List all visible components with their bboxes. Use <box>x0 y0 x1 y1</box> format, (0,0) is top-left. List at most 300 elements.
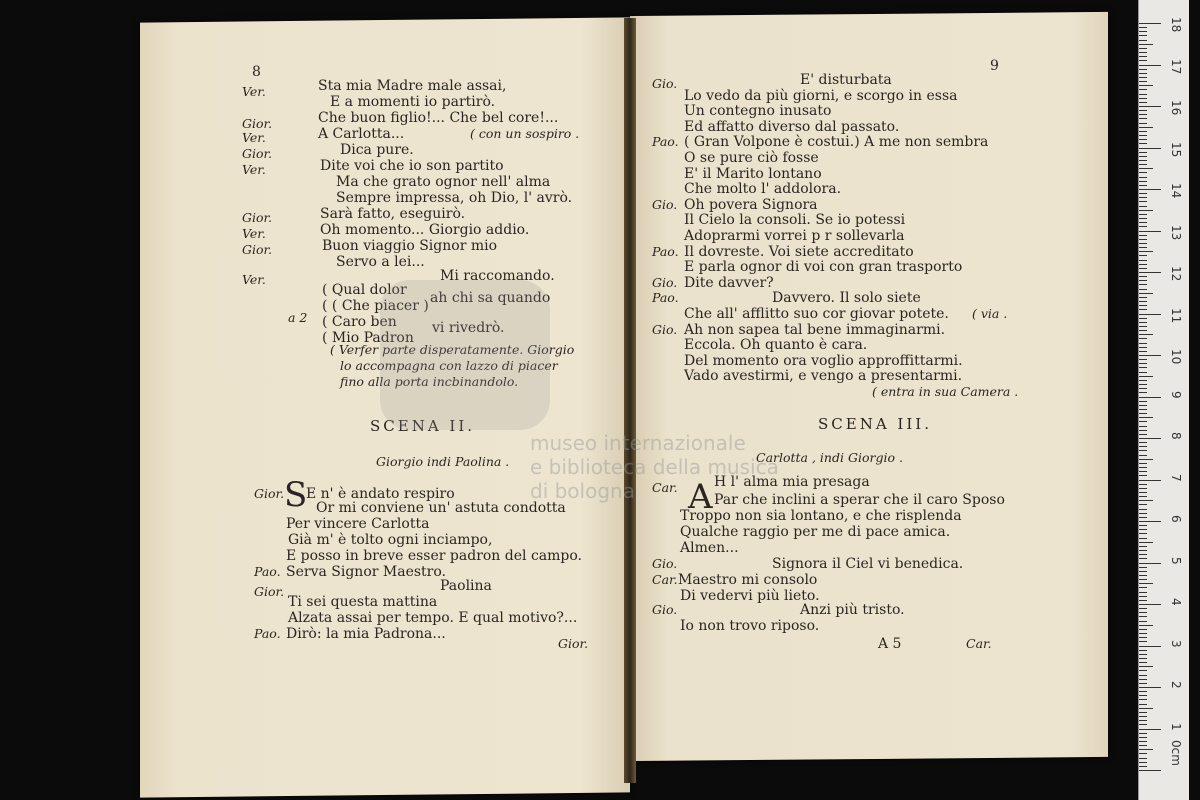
verse-line: Ah non sapea tal bene immaginarmi. <box>684 321 946 338</box>
verse-line: Che molto l' addolora. <box>684 181 842 198</box>
verse-line: E parla ognor di voi con gran trasporto <box>684 259 963 276</box>
ruler-tick <box>1139 98 1147 99</box>
a-due-line: ( Caro ben <box>322 314 397 330</box>
ruler-tick <box>1139 297 1147 298</box>
ruler-number: 2 <box>1169 681 1183 689</box>
ruler-tick <box>1139 56 1147 57</box>
ruler-tick <box>1139 210 1153 211</box>
ruler-number: 16 <box>1169 100 1183 116</box>
ruler-tick <box>1139 729 1161 730</box>
ruler-tick <box>1139 355 1161 356</box>
speaker-label: Gio. <box>652 602 678 617</box>
ruler-tick <box>1139 397 1161 398</box>
ruler-tick <box>1139 409 1147 410</box>
ruler-tick <box>1139 31 1147 32</box>
verse-line: Un contegno inusato <box>684 103 832 120</box>
a-due-line: ah chi sa quando <box>430 290 551 306</box>
ruler-tick <box>1139 222 1147 223</box>
ruler-tick <box>1139 538 1147 539</box>
ruler-tick <box>1139 704 1147 705</box>
ruler-number: 6 <box>1169 515 1183 523</box>
verse-line: Vado avestirmi, e vengo a presentarmi. <box>684 368 963 385</box>
ruler-tick <box>1139 69 1147 70</box>
speaker-label: Ver. <box>242 162 266 177</box>
ruler-tick <box>1139 27 1147 28</box>
ruler-tick <box>1139 438 1161 439</box>
ruler-number: 1 <box>1169 722 1183 731</box>
ruler-tick <box>1139 637 1147 638</box>
speaker-label: Gio. <box>652 274 678 290</box>
ruler-tick <box>1139 579 1147 580</box>
verse-line: Il dovreste. Voi siete accreditato <box>684 243 914 260</box>
ruler-number: 3 <box>1169 639 1183 648</box>
ruler-tick <box>1139 284 1147 285</box>
ruler-tick <box>1139 699 1147 700</box>
ruler-number: 14 <box>1169 183 1183 199</box>
speaker-label: Gior. <box>242 116 273 131</box>
ruler-tick <box>1139 708 1153 709</box>
speaker-label: Car. <box>652 572 678 587</box>
ruler-tick <box>1139 401 1147 402</box>
verse-line: Paolina <box>440 578 492 594</box>
ruler-tick <box>1139 301 1147 302</box>
ruler-tick <box>1139 583 1153 584</box>
verse-line: Oh povera Signora <box>684 196 818 213</box>
ruler-number: 9 <box>1169 390 1183 399</box>
ruler-tick <box>1139 363 1147 364</box>
ruler-tick <box>1139 280 1147 281</box>
ruler-tick <box>1139 592 1147 593</box>
ruler-tick <box>1139 189 1161 190</box>
verse-line: Signora il Ciel vi benedica. <box>772 556 964 572</box>
ruler-tick <box>1139 289 1147 290</box>
speaker-label: Ver. <box>242 272 266 287</box>
ruler-tick <box>1139 376 1153 377</box>
ruler-tick <box>1139 733 1147 734</box>
a-due-line: ( Mio Padron <box>322 330 414 346</box>
verse-line: Servo a lei... <box>336 254 425 270</box>
ruler-tick <box>1139 687 1161 688</box>
ruler-tick <box>1139 563 1161 564</box>
a-due-line: ( ( Che piacer ) <box>322 298 429 314</box>
verse-line: Dirò: la mia Padrona... <box>286 626 446 642</box>
ruler-tick <box>1139 662 1147 663</box>
stage-direction: fino alla porta incbinandolo. <box>340 374 519 389</box>
verse-line: Oh momento... Giorgio addio. <box>320 222 530 238</box>
ruler-tick <box>1139 177 1147 178</box>
ruler-tick <box>1139 621 1147 622</box>
ruler-tick <box>1139 509 1147 510</box>
ruler-number: 7 <box>1169 473 1183 482</box>
verse-line: Alzata assai per tempo. E qual motivo?... <box>288 610 578 626</box>
ruler-tick <box>1139 442 1147 443</box>
verse-line: Di vedervi più lieto. <box>680 588 820 604</box>
speaker-label: Gio. <box>652 196 678 212</box>
ruler-tick <box>1139 492 1147 493</box>
verse-line: O se pure ciò fosse <box>684 150 819 166</box>
speaker-label: Pao. <box>652 243 679 259</box>
ruler-tick <box>1139 201 1147 202</box>
ruler-number: 10 <box>1169 349 1183 365</box>
ruler-tick <box>1139 625 1153 626</box>
scene-title-right: SCENA III. <box>818 415 932 433</box>
ruler-number: 17 <box>1169 58 1183 74</box>
ruler-tick <box>1139 413 1147 414</box>
ruler-tick <box>1139 608 1147 609</box>
ruler-tick <box>1139 712 1147 713</box>
ruler-tick <box>1139 148 1161 149</box>
speaker-label: Gior. <box>254 486 285 501</box>
ruler-tick <box>1139 546 1147 547</box>
verse-line: Io non trovo riposo. <box>680 618 820 634</box>
ruler-tick <box>1139 110 1147 111</box>
ruler-number: 0cm <box>1169 740 1183 766</box>
verse-line: Mi raccomando. <box>440 268 555 284</box>
ruler-number: 11 <box>1169 307 1183 323</box>
ruler-tick <box>1139 164 1147 165</box>
ruler-tick <box>1139 52 1147 53</box>
ruler-tick <box>1139 218 1147 219</box>
ruler-tick <box>1139 766 1147 767</box>
ruler-tick <box>1139 720 1147 721</box>
ruler-tick <box>1139 123 1147 124</box>
ruler-tick <box>1139 467 1147 468</box>
ruler-tick <box>1139 44 1153 45</box>
page-number-right: 9 <box>990 58 999 74</box>
ruler-tick <box>1139 641 1147 642</box>
ruler-tick <box>1139 114 1147 115</box>
ruler-tick <box>1139 372 1147 373</box>
speaker-label: Ver. <box>242 226 266 241</box>
ruler-tick <box>1139 243 1147 244</box>
ruler-tick <box>1139 737 1147 738</box>
ruler-tick <box>1139 60 1147 61</box>
verse-line: Per vincere Carlotta <box>286 516 430 532</box>
ruler-tick <box>1139 471 1147 472</box>
verse-line: ( Gran Volpone è costui.) A me non sembra <box>684 134 989 151</box>
ruler-tick <box>1139 85 1153 86</box>
ruler-tick <box>1139 139 1147 140</box>
ruler-tick <box>1139 554 1147 555</box>
ruler-tick <box>1139 749 1153 750</box>
verse-line: Già m' è tolto ogni inciampo, <box>288 532 493 548</box>
ruler-tick <box>1139 542 1153 543</box>
speaker-label: Pao. <box>254 626 281 641</box>
ruler-tick <box>1139 251 1153 252</box>
verse-line: Che buon figlio!... Che bel core!... <box>318 110 559 126</box>
drop-cap-left: S <box>284 475 308 515</box>
ruler-tick <box>1139 691 1147 692</box>
ruler-tick <box>1139 504 1147 505</box>
verse-line: Buon viaggio Signor mio <box>322 238 498 254</box>
ruler-tick <box>1139 517 1147 518</box>
ruler-tick <box>1139 758 1147 759</box>
ruler-tick <box>1139 272 1161 273</box>
ruler-tick <box>1139 488 1147 489</box>
signature-mark: A 5 <box>878 636 902 652</box>
ruler-tick <box>1139 745 1147 746</box>
ruler-tick <box>1139 459 1153 460</box>
ruler-tick <box>1139 152 1147 153</box>
watermark-line-2: e biblioteca della musica <box>530 455 779 479</box>
page-number-left: 8 <box>252 64 261 80</box>
ruler-tick <box>1139 255 1147 256</box>
ruler-tick <box>1139 646 1161 647</box>
ruler-tick <box>1139 322 1147 323</box>
scene-subtitle-right: Carlotta , indi Giorgio . <box>756 450 903 465</box>
ruler-tick <box>1139 521 1161 522</box>
catchword-left: Gior. <box>558 636 589 651</box>
verse-line: Lo vedo da più giorni, e scorgo in essa <box>684 87 958 104</box>
ruler-tick <box>1139 359 1147 360</box>
ruler-tick <box>1139 450 1147 451</box>
ruler-tick <box>1139 135 1147 136</box>
ruler-tick <box>1139 567 1147 568</box>
ruler-tick <box>1139 550 1147 551</box>
ruler-tick <box>1139 529 1147 530</box>
ruler-tick <box>1139 392 1147 393</box>
speaker-label: Pao. <box>254 564 281 579</box>
scene-subtitle-left: Giorgio indi Paolina . <box>376 454 510 469</box>
ruler-tick <box>1139 181 1147 182</box>
speaker-label: Gior. <box>242 146 273 161</box>
ruler-tick <box>1139 388 1147 389</box>
ruler-tick <box>1139 293 1153 294</box>
ruler-tick <box>1139 496 1147 497</box>
ruler-tick <box>1139 525 1147 526</box>
speaker-label: Gio. <box>652 556 678 571</box>
ruler-tick <box>1139 247 1147 248</box>
ruler-tick <box>1139 587 1147 588</box>
verse-line: Almen... <box>680 540 739 556</box>
ruler-tick <box>1139 314 1161 315</box>
ruler-number: 5 <box>1169 556 1183 565</box>
ruler-number: 13 <box>1169 224 1183 240</box>
ruler-tick <box>1139 23 1161 24</box>
verse-line: A Carlotta... <box>318 126 405 142</box>
watermark-logo-icon <box>380 280 550 430</box>
watermark-line-1: museo internazionale <box>530 431 746 455</box>
ruler-tick <box>1139 384 1147 385</box>
ruler-tick <box>1139 446 1147 447</box>
stage-direction: lo accompagna con lazzo di piacer <box>340 358 558 373</box>
speaker-label: Car. <box>652 480 678 495</box>
ruler-tick <box>1139 160 1147 161</box>
scene-title-left: SCENA II. <box>370 417 476 435</box>
ruler-tick <box>1139 197 1147 198</box>
ruler-tick <box>1139 351 1147 352</box>
ruler-tick <box>1139 675 1147 676</box>
drop-cap-right: A <box>688 477 713 517</box>
ruler-tick <box>1139 168 1153 169</box>
ruler-tick <box>1139 260 1147 261</box>
ruler-number: 4 <box>1169 598 1183 606</box>
ruler-tick <box>1139 214 1147 215</box>
ruler-tick <box>1139 484 1147 485</box>
stage-direction: ( Verfer parte disperatamente. Giorgio <box>330 342 575 357</box>
ruler-number: 8 <box>1169 432 1183 440</box>
verse-line: Dite voi che io son partito <box>320 158 504 174</box>
ruler-tick <box>1139 633 1147 634</box>
verse-line: Par che inclini a sperar che il caro Sposo <box>714 492 1005 508</box>
verse-line: Sempre impressa, oh Dio, l' avrò. <box>336 190 573 206</box>
verse-line: Sarà fatto, eseguirò. <box>320 206 466 222</box>
verse-line: Troppo non sia lontano, e che risplenda <box>680 508 962 524</box>
ruler-tick <box>1139 309 1147 310</box>
ruler-tick <box>1139 666 1153 667</box>
ruler-tick <box>1139 35 1147 36</box>
ruler-tick <box>1139 434 1147 435</box>
verse-line: Sta mia Madre male assai, <box>318 78 507 94</box>
exit-direction: ( entra in sua Camera . <box>872 384 1019 399</box>
ruler-tick <box>1139 480 1161 481</box>
ruler-tick <box>1139 347 1147 348</box>
verse-line: Or mi conviene un' astuta condotta <box>316 500 566 516</box>
ruler-tick <box>1139 305 1147 306</box>
ruler-tick <box>1139 156 1147 157</box>
verse-line: Qualche raggio per me di pace amica. <box>680 524 951 540</box>
ruler-tick <box>1139 326 1147 327</box>
verse-line: Ma che grato ognor nell' alma <box>336 174 551 190</box>
ruler-tick <box>1139 235 1147 236</box>
ruler-tick <box>1139 367 1147 368</box>
watermark-line-3: di bologna <box>530 479 635 503</box>
verse-line: Ti sei questa mattina <box>288 594 438 610</box>
verse-line: H l' alma mia presaga <box>714 474 870 490</box>
exit-direction: ( via . <box>972 306 1008 321</box>
a-due-line: ( Qual dolor <box>322 282 407 298</box>
verse-line: Dica pure. <box>340 142 414 158</box>
measuring-ruler <box>1138 0 1189 800</box>
ruler-tick <box>1139 421 1147 422</box>
ruler-tick <box>1139 172 1147 173</box>
ruler-tick <box>1139 724 1147 725</box>
verse-line: Eccola. Oh quanto è cara. <box>684 337 868 354</box>
ruler-tick <box>1139 683 1147 684</box>
verse-line: Anzi più tristo. <box>800 602 905 618</box>
speaker-label: Ver. <box>242 84 266 99</box>
verse-line: E' il Marito lontano <box>684 165 822 182</box>
ruler-tick <box>1139 716 1147 717</box>
ruler-tick <box>1139 600 1147 601</box>
ruler-tick <box>1139 65 1161 66</box>
ruler-tick <box>1139 417 1153 418</box>
ruler-tick <box>1139 338 1147 339</box>
ruler-tick <box>1139 558 1147 559</box>
verse-line: E n' è andato respiro <box>306 486 455 502</box>
ruler-tick <box>1139 106 1161 107</box>
ruler-tick <box>1139 380 1147 381</box>
a-due-line: vi rivedrò. <box>432 320 505 336</box>
speaker-label: Pao. <box>652 134 679 150</box>
ruler-tick <box>1139 94 1147 95</box>
ruler-tick <box>1139 77 1147 78</box>
verse-line: Maestro mi consolo <box>678 572 818 588</box>
ruler-tick <box>1139 102 1147 103</box>
ruler-tick <box>1139 604 1161 605</box>
verse-line: Del momento ora voglio approffittarmi. <box>684 352 963 369</box>
verse-line: E a momenti io partirò. <box>330 94 496 110</box>
ruler-tick <box>1139 426 1147 427</box>
ruler-tick <box>1139 118 1147 119</box>
ruler-tick <box>1139 455 1147 456</box>
ruler-tick <box>1139 533 1147 534</box>
speaker-label: Gior. <box>254 584 285 599</box>
ruler-tick <box>1139 330 1147 331</box>
speaker-label: Gio. <box>652 76 678 91</box>
ruler-tick <box>1139 81 1147 82</box>
ruler-tick <box>1139 616 1147 617</box>
speaker-label: Ver. <box>242 130 266 145</box>
ruler-tick <box>1139 48 1147 49</box>
ruler-number: 12 <box>1169 266 1183 282</box>
ruler-tick <box>1139 762 1147 763</box>
ruler-tick <box>1139 695 1147 696</box>
verse-line: Davvero. Il solo siete <box>772 290 921 307</box>
ruler-tick <box>1139 89 1147 90</box>
ruler-tick <box>1139 513 1147 514</box>
ruler-tick <box>1139 127 1153 128</box>
ruler-tick <box>1139 185 1147 186</box>
ruler-tick <box>1139 73 1147 74</box>
ruler-tick <box>1139 131 1147 132</box>
ruler-tick <box>1139 596 1147 597</box>
verse-line: Adoprarmi vorrei p r sollevarla <box>684 228 905 244</box>
ruler-number: 15 <box>1169 141 1183 157</box>
ruler-tick <box>1139 343 1147 344</box>
speaker-label: Gior. <box>242 210 273 225</box>
verse-line: E' disturbata <box>800 72 892 88</box>
verse-line: Dite davver? <box>684 274 774 291</box>
ruler-tick <box>1139 334 1153 335</box>
verse-line: Che all' afflitto suo cor giovar potete. <box>684 306 949 322</box>
ruler-tick <box>1139 226 1147 227</box>
ruler-tick <box>1139 500 1153 501</box>
ruler-tick <box>1139 318 1147 319</box>
ruler-tick <box>1139 571 1147 572</box>
ruler-tick <box>1139 264 1147 265</box>
verse-line: ( con un sospiro . <box>470 126 580 141</box>
ruler-tick <box>1139 670 1147 671</box>
ruler-tick <box>1139 40 1147 41</box>
ruler-tick <box>1139 193 1147 194</box>
a-due-label: a 2 <box>288 310 308 325</box>
ruler-number: 18 <box>1169 17 1183 33</box>
book-gutter <box>624 18 636 783</box>
ruler-tick <box>1139 239 1147 240</box>
speaker-label: Gio. <box>652 321 678 337</box>
verse-line: Il Cielo la consoli. Se io potessi <box>684 212 906 229</box>
verse-line: Ed affatto diverso dal passato. <box>684 118 900 135</box>
ruler-tick <box>1139 650 1147 651</box>
ruler-tick <box>1139 753 1147 754</box>
ruler-tick <box>1139 475 1147 476</box>
ruler-tick <box>1139 679 1147 680</box>
speaker-label: Gior. <box>242 242 273 257</box>
ruler-tick <box>1139 206 1147 207</box>
ruler-tick <box>1139 143 1147 144</box>
catchword-right: Car. <box>966 636 992 651</box>
ruler-tick <box>1139 276 1147 277</box>
ruler-tick <box>1139 770 1161 771</box>
ruler-tick <box>1139 463 1147 464</box>
ruler-tick <box>1139 654 1147 655</box>
ruler-tick <box>1139 268 1147 269</box>
speaker-label: Pao. <box>652 290 679 306</box>
ruler-tick <box>1139 430 1147 431</box>
ruler-tick <box>1139 231 1161 232</box>
verse-line: Serva Signor Maestro. <box>286 564 446 580</box>
